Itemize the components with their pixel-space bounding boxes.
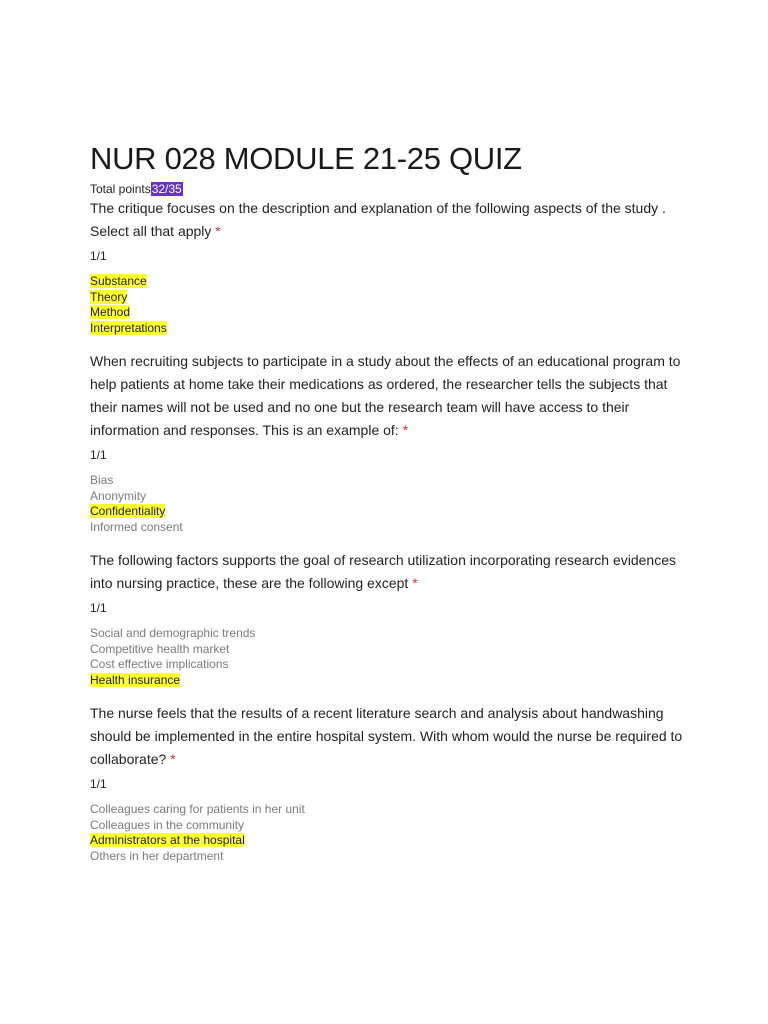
answer-option — [90, 473, 690, 489]
question-points: 1/1 — [90, 249, 107, 263]
answer-option — [90, 305, 690, 321]
answer-option-label: Health insurance — [90, 672, 181, 687]
question-prompt: The critique focuses on the description and explanation of the following aspects of the study . Select all that apply — [90, 200, 666, 239]
answer-option — [90, 802, 690, 818]
answer-option-label: Cost effective implications — [90, 657, 229, 671]
answer-option — [90, 833, 690, 849]
answer-options — [90, 626, 690, 688]
required-asterisk: * — [170, 751, 176, 767]
answer-option-label: Substance — [90, 274, 147, 288]
answer-option-label: Theory — [90, 289, 128, 304]
required-asterisk: * — [215, 223, 221, 239]
question-1 — [90, 197, 690, 336]
answer-option-label: Colleagues in the community — [90, 817, 245, 832]
answer-option-label: Anonymity — [90, 488, 147, 503]
answer-option — [90, 321, 690, 337]
question-text — [90, 702, 690, 771]
page-title: NUR 028 MODULE 21-25 QUIZ — [90, 141, 522, 176]
answer-option-label: Administrators at the hospital — [90, 833, 245, 847]
total-points-label: Total points — [90, 182, 151, 196]
answer-option — [90, 274, 690, 290]
answer-option-label: Others in her department — [90, 848, 224, 863]
question-2 — [90, 350, 690, 535]
answer-option — [90, 626, 690, 642]
question-prompt: The following factors supports the goal of research utilization incorporating research evidences into nursing practice, these are the following except — [90, 552, 676, 591]
quiz-results-page — [90, 140, 690, 864]
answer-option — [90, 657, 690, 673]
answer-options — [90, 274, 690, 336]
score-badge: 32/35 — [151, 182, 182, 196]
answer-option — [90, 849, 690, 865]
question-3 — [90, 549, 690, 688]
answer-option-label: Bias — [90, 473, 114, 487]
answer-option-label: Interpretations — [90, 320, 167, 335]
answer-option — [90, 642, 690, 658]
answer-option-label: Method — [90, 305, 131, 319]
question-points: 1/1 — [90, 448, 107, 462]
answer-option-label: Competitive health market — [90, 641, 230, 656]
answer-option — [90, 489, 690, 505]
answer-option — [90, 520, 690, 536]
answer-option-label: Social and demographic trends — [90, 626, 256, 640]
question-4 — [90, 702, 690, 864]
answer-option-label: Informed consent — [90, 519, 183, 534]
answer-option-label: Colleagues caring for patients in her unit — [90, 802, 305, 816]
answer-option — [90, 290, 690, 306]
required-asterisk: * — [402, 422, 409, 438]
answer-option — [90, 504, 690, 520]
question-text — [90, 197, 690, 243]
question-text — [90, 549, 690, 595]
answer-option — [90, 818, 690, 834]
question-points: 1/1 — [90, 777, 107, 791]
question-points: 1/1 — [90, 601, 107, 615]
answer-option — [90, 673, 690, 689]
required-asterisk: * — [412, 575, 418, 591]
answer-option-label: Confidentiality — [90, 504, 166, 518]
answer-options — [90, 802, 690, 864]
question-text — [90, 350, 690, 442]
total-points — [90, 181, 690, 197]
answer-options — [90, 473, 690, 535]
question-prompt: The nurse feels that the results of a recent literature search and analysis about handwashing should be implemented in the entire hospital system. With whom would the nurse be required to collaborate? — [90, 705, 683, 767]
question-prompt: When recruiting subjects to participate in a study about the effects of an educational program to help patients at home take their medications as ordered, the researcher tells the subjects that their names will not be used and no one but the research team will have access to their information and responses. This is an example of: — [90, 353, 681, 438]
